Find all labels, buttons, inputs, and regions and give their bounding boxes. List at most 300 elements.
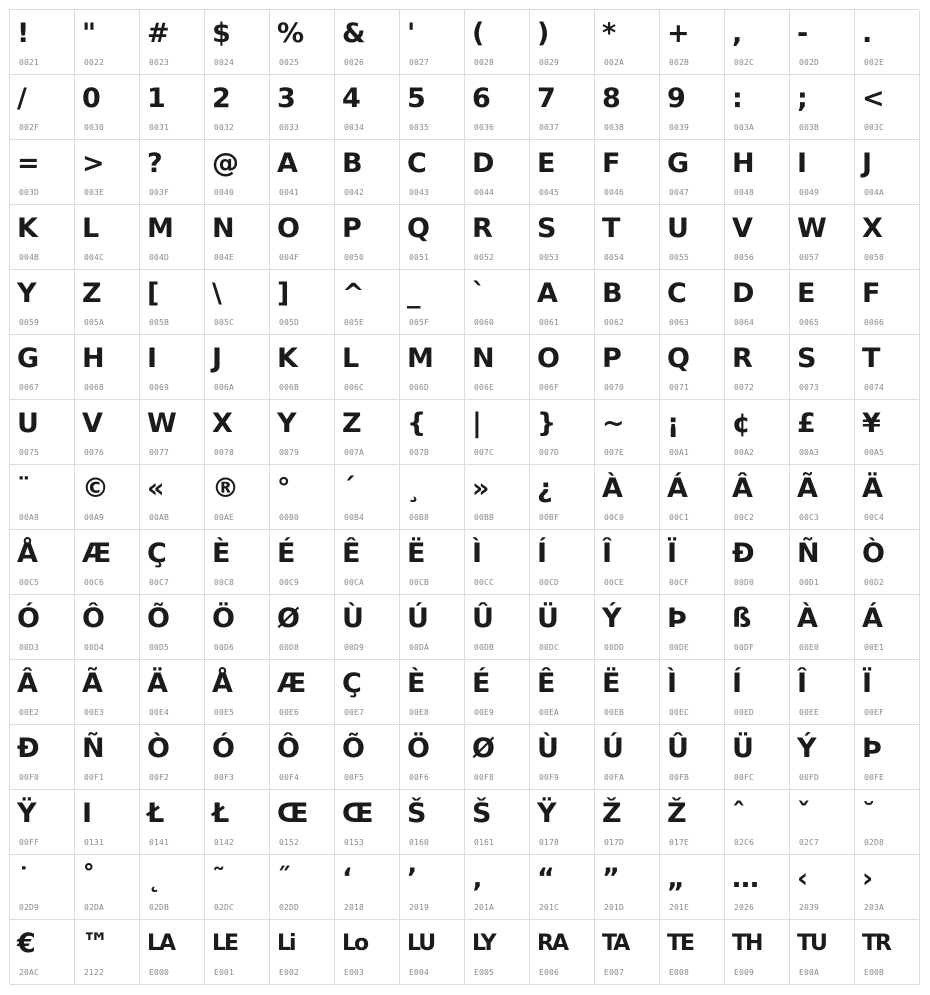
- glyph-cell: [465, 270, 530, 335]
- glyph-sample: O: [277, 213, 299, 244]
- glyph-codepoint: 0058: [864, 253, 885, 262]
- glyph-sample: Ç: [147, 538, 166, 569]
- glyph-sample: È: [212, 538, 230, 569]
- glyph-cell: [270, 335, 335, 400]
- glyph-sample: L: [82, 213, 99, 244]
- glyph-cell: [335, 530, 400, 595]
- glyph-sample: @: [212, 148, 238, 179]
- glyph-codepoint: 00D1: [799, 578, 820, 587]
- glyph-cell: [725, 920, 790, 985]
- glyph-codepoint: 00CE: [604, 578, 625, 587]
- glyph-sample: Õ: [342, 733, 364, 764]
- glyph-cell: [75, 205, 140, 270]
- glyph-sample: G: [17, 343, 39, 374]
- glyph-sample: O: [537, 343, 559, 374]
- glyph-cell: [790, 75, 855, 140]
- glyph-cell: [205, 400, 270, 465]
- glyph-sample: TH: [732, 931, 762, 956]
- glyph-sample: ®: [212, 473, 238, 504]
- glyph-cell: [270, 790, 335, 855]
- glyph-codepoint: 0030: [84, 123, 105, 132]
- glyph-sample: ]: [277, 278, 289, 309]
- glyph-codepoint: 005E: [344, 318, 365, 327]
- glyph-codepoint: 003E: [84, 188, 105, 197]
- glyph-codepoint: 2039: [799, 903, 820, 912]
- glyph-cell: [660, 75, 725, 140]
- glyph-codepoint: E005: [474, 968, 495, 977]
- glyph-codepoint: 201A: [474, 903, 495, 912]
- glyph-cell: [75, 530, 140, 595]
- glyph-codepoint: 0161: [474, 838, 495, 847]
- glyph-sample: Ë: [602, 668, 620, 699]
- glyph-codepoint: 00C7: [149, 578, 170, 587]
- glyph-cell: [75, 75, 140, 140]
- glyph-sample: £: [797, 408, 815, 439]
- glyph-cell: [270, 75, 335, 140]
- glyph-cell: [10, 595, 75, 660]
- glyph-sample: L: [342, 343, 359, 374]
- glyph-sample: F: [602, 148, 620, 179]
- glyph-cell: [10, 140, 75, 205]
- glyph-sample: Ô: [277, 733, 299, 764]
- glyph-cell: [660, 465, 725, 530]
- glyph-cell: [400, 400, 465, 465]
- glyph-sample: Ù: [342, 603, 363, 634]
- glyph-cell: [595, 465, 660, 530]
- glyph-codepoint: 00EA: [539, 708, 560, 717]
- glyph-sample: Å: [17, 538, 37, 569]
- glyph-sample: `: [472, 278, 485, 309]
- glyph-cell: [205, 335, 270, 400]
- glyph-sample: Ê: [342, 538, 360, 569]
- glyph-codepoint: 007B: [409, 448, 430, 457]
- glyph-codepoint: E00A: [799, 968, 820, 977]
- glyph-cell: [660, 205, 725, 270]
- glyph-codepoint: 0160: [409, 838, 430, 847]
- glyph-codepoint: 00C2: [734, 513, 755, 522]
- glyph-sample: G: [667, 148, 689, 179]
- glyph-cell: [10, 335, 75, 400]
- glyph-codepoint: E003: [344, 968, 365, 977]
- glyph-cell: [270, 660, 335, 725]
- glyph-codepoint: 0052: [474, 253, 495, 262]
- glyph-sample: RA: [537, 931, 567, 956]
- glyph-codepoint: 007C: [474, 448, 495, 457]
- glyph-codepoint: 0026: [344, 58, 365, 67]
- glyph-cell: [855, 855, 920, 920]
- glyph-codepoint: 003F: [149, 188, 170, 197]
- glyph-sample: {: [407, 408, 426, 439]
- glyph-sample: Õ: [147, 603, 169, 634]
- glyph-cell: [660, 530, 725, 595]
- glyph-cell: [10, 205, 75, 270]
- glyph-cell: [400, 530, 465, 595]
- glyph-sample: ~: [602, 408, 624, 439]
- glyph-cell: [790, 10, 855, 75]
- glyph-cell: [140, 790, 205, 855]
- glyph-cell: [75, 660, 140, 725]
- glyph-codepoint: 02D8: [864, 838, 885, 847]
- glyph-sample: Đ: [17, 733, 39, 764]
- glyph-sample: H: [82, 343, 104, 374]
- glyph-cell: [205, 75, 270, 140]
- glyph-sample: !: [17, 18, 29, 49]
- glyph-sample: Û: [667, 733, 688, 764]
- glyph-codepoint: 00EE: [799, 708, 820, 717]
- glyph-sample: [: [147, 278, 159, 309]
- glyph-codepoint: 0051: [409, 253, 430, 262]
- glyph-cell: [855, 595, 920, 660]
- glyph-sample: C: [667, 278, 686, 309]
- glyph-codepoint: 007A: [344, 448, 365, 457]
- glyph-codepoint: 00E8: [409, 708, 430, 717]
- glyph-sample: >: [82, 148, 104, 179]
- glyph-sample: Y: [277, 408, 296, 439]
- glyph-cell: [400, 10, 465, 75]
- glyph-sample: Ú: [602, 733, 623, 764]
- glyph-sample: _: [407, 278, 420, 309]
- glyph-cell: [660, 790, 725, 855]
- glyph-sample: F: [862, 278, 880, 309]
- glyph-cell: [530, 530, 595, 595]
- glyph-codepoint: 00C9: [279, 578, 300, 587]
- glyph-cell: [855, 530, 920, 595]
- glyph-sample: J: [862, 148, 872, 179]
- glyph-sample: ": [82, 18, 96, 49]
- glyph-codepoint: 00E0: [799, 643, 820, 652]
- glyph-sample: W: [147, 408, 176, 439]
- glyph-sample: TA: [602, 931, 629, 956]
- glyph-cell: [465, 855, 530, 920]
- glyph-codepoint: 0042: [344, 188, 365, 197]
- glyph-codepoint: 00F6: [409, 773, 430, 782]
- glyph-codepoint: 00CB: [409, 578, 430, 587]
- glyph-codepoint: 00CF: [669, 578, 690, 587]
- glyph-cell: [465, 725, 530, 790]
- glyph-cell: [335, 270, 400, 335]
- glyph-sample: Ù: [537, 733, 558, 764]
- glyph-cell: [855, 335, 920, 400]
- glyph-sample: 5: [407, 83, 425, 114]
- glyph-cell: [10, 75, 75, 140]
- glyph-codepoint: 00DA: [409, 643, 430, 652]
- glyph-codepoint: E006: [539, 968, 560, 977]
- glyph-codepoint: 007D: [539, 448, 560, 457]
- glyph-sample: Ï: [667, 538, 677, 569]
- glyph-cell: [725, 75, 790, 140]
- glyph-cell: [725, 10, 790, 75]
- glyph-sample: 6: [472, 83, 490, 114]
- glyph-cell: [855, 75, 920, 140]
- glyph-cell: [205, 140, 270, 205]
- glyph-cell: [335, 725, 400, 790]
- glyph-cell: [335, 595, 400, 660]
- glyph-cell: [465, 400, 530, 465]
- glyph-codepoint: 006D: [409, 383, 430, 392]
- glyph-sample: A: [537, 278, 557, 309]
- glyph-codepoint: 00AB: [149, 513, 170, 522]
- glyph-cell: [205, 465, 270, 530]
- glyph-sample: V: [82, 408, 102, 439]
- glyph-codepoint: 00DD: [604, 643, 625, 652]
- glyph-cell: [140, 75, 205, 140]
- glyph-cell: [335, 855, 400, 920]
- glyph-codepoint: 0060: [474, 318, 495, 327]
- glyph-codepoint: E008: [669, 968, 690, 977]
- glyph-codepoint: 00C3: [799, 513, 820, 522]
- glyph-cell: [400, 335, 465, 400]
- glyph-cell: [75, 400, 140, 465]
- glyph-sample: Í: [732, 668, 742, 699]
- glyph-sample: W: [797, 213, 826, 244]
- glyph-codepoint: 0131: [84, 838, 105, 847]
- glyph-cell: [790, 400, 855, 465]
- glyph-cell: [75, 855, 140, 920]
- glyph-cell: [10, 465, 75, 530]
- glyph-sample: Đ: [732, 538, 754, 569]
- glyph-cell: [855, 725, 920, 790]
- glyph-cell: [595, 530, 660, 595]
- glyph-codepoint: 0076: [84, 448, 105, 457]
- glyph-cell: [465, 790, 530, 855]
- glyph-cell: [75, 10, 140, 75]
- glyph-codepoint: 004E: [214, 253, 235, 262]
- glyph-sample: ˙: [17, 863, 30, 894]
- glyph-codepoint: 003D: [19, 188, 40, 197]
- glyph-codepoint: 005D: [279, 318, 300, 327]
- glyph-cell: [790, 725, 855, 790]
- glyph-sample: Ã: [797, 473, 817, 504]
- glyph-cell: [530, 855, 595, 920]
- glyph-codepoint: 002C: [734, 58, 755, 67]
- glyph-sample: 8: [602, 83, 620, 114]
- glyph-sample: Ø: [472, 733, 494, 764]
- glyph-codepoint: 00A9: [84, 513, 105, 522]
- glyph-codepoint: 0063: [669, 318, 690, 327]
- glyph-sample: P: [342, 213, 361, 244]
- glyph-sample: Ä: [862, 473, 882, 504]
- glyph-codepoint: 00CC: [474, 578, 495, 587]
- glyph-sample: ¿: [537, 473, 552, 504]
- glyph-codepoint: 2026: [734, 903, 755, 912]
- glyph-sample: Ò: [147, 733, 169, 764]
- glyph-cell: [335, 920, 400, 985]
- glyph-sample: ˇ: [797, 798, 810, 829]
- glyph-codepoint: 00E7: [344, 708, 365, 717]
- glyph-sample: V: [732, 213, 752, 244]
- glyph-cell: [465, 335, 530, 400]
- glyph-codepoint: 02DB: [149, 903, 170, 912]
- glyph-codepoint: 0033: [279, 123, 300, 132]
- glyph-cell: [335, 75, 400, 140]
- glyph-codepoint: 00A1: [669, 448, 690, 457]
- glyph-sample: Ñ: [82, 733, 104, 764]
- glyph-cell: [10, 270, 75, 335]
- glyph-cell: [465, 660, 530, 725]
- glyph-sample: Lo: [342, 931, 368, 956]
- glyph-cell: [270, 725, 335, 790]
- glyph-cell: [530, 75, 595, 140]
- glyph-codepoint: 00EC: [669, 708, 690, 717]
- glyph-cell: [595, 75, 660, 140]
- glyph-sample: Æ: [82, 538, 111, 569]
- glyph-sample: T: [602, 213, 620, 244]
- glyph-codepoint: 00D9: [344, 643, 365, 652]
- glyph-sample: ;: [797, 83, 807, 114]
- glyph-cell: [660, 335, 725, 400]
- glyph-sample: Â: [732, 473, 752, 504]
- glyph-codepoint: 0037: [539, 123, 560, 132]
- glyph-cell: [140, 205, 205, 270]
- glyph-codepoint: 0035: [409, 123, 430, 132]
- glyph-codepoint: 0031: [149, 123, 170, 132]
- glyph-codepoint: 00C6: [84, 578, 105, 587]
- glyph-sample: ¨: [17, 473, 30, 504]
- glyph-cell: [725, 400, 790, 465]
- glyph-codepoint: 00D4: [84, 643, 105, 652]
- glyph-cell: [790, 855, 855, 920]
- glyph-sample: I: [797, 148, 807, 179]
- glyph-cell: [465, 205, 530, 270]
- glyph-codepoint: 0062: [604, 318, 625, 327]
- glyph-cell: [725, 595, 790, 660]
- glyph-sample: Ó: [17, 603, 39, 634]
- glyph-codepoint: 0070: [604, 383, 625, 392]
- glyph-cell: [660, 920, 725, 985]
- glyph-sample: Q: [407, 213, 429, 244]
- glyph-sample: Ê: [537, 668, 555, 699]
- glyph-sample: °: [277, 473, 290, 504]
- glyph-sample: „: [667, 863, 684, 894]
- glyph-sample: Ï: [862, 668, 872, 699]
- glyph-codepoint: 02DC: [214, 903, 235, 912]
- glyph-sample: Í: [537, 538, 547, 569]
- glyph-codepoint: 00B8: [409, 513, 430, 522]
- glyph-codepoint: 004F: [279, 253, 300, 262]
- glyph-sample: E: [797, 278, 815, 309]
- glyph-sample: ’: [407, 863, 417, 894]
- glyph-codepoint: 00BB: [474, 513, 495, 522]
- glyph-cell: [465, 530, 530, 595]
- glyph-codepoint: 0047: [669, 188, 690, 197]
- glyph-cell: [10, 10, 75, 75]
- glyph-codepoint: 00F5: [344, 773, 365, 782]
- glyph-sample: ¡: [667, 408, 679, 439]
- glyph-codepoint: 017E: [669, 838, 690, 847]
- glyph-sample: T: [862, 343, 880, 374]
- glyph-codepoint: 00D8: [279, 643, 300, 652]
- glyph-sample: ,: [732, 18, 742, 49]
- glyph-codepoint: 00F0: [19, 773, 40, 782]
- glyph-codepoint: 0050: [344, 253, 365, 262]
- glyph-codepoint: 00CA: [344, 578, 365, 587]
- glyph-cell: [400, 75, 465, 140]
- glyph-cell: [725, 855, 790, 920]
- glyph-codepoint: 00B0: [279, 513, 300, 522]
- glyph-codepoint: 2018: [344, 903, 365, 912]
- glyph-codepoint: 0023: [149, 58, 170, 67]
- glyph-codepoint: 0044: [474, 188, 495, 197]
- glyph-sample: »: [472, 473, 489, 504]
- glyph-cell: [140, 10, 205, 75]
- glyph-cell: [530, 920, 595, 985]
- glyph-cell: [465, 920, 530, 985]
- glyph-codepoint: 201E: [669, 903, 690, 912]
- glyph-codepoint: 00E5: [214, 708, 235, 717]
- glyph-sample: .: [862, 18, 872, 49]
- glyph-sample: Ö: [212, 603, 234, 634]
- glyph-sample: R: [732, 343, 752, 374]
- glyph-cell: [660, 595, 725, 660]
- glyph-cell: [140, 530, 205, 595]
- glyph-sample: U: [667, 213, 688, 244]
- glyph-sample: Ç: [342, 668, 361, 699]
- glyph-cell: [595, 140, 660, 205]
- glyph-sample: À: [797, 603, 817, 634]
- glyph-sample: Ö: [407, 733, 429, 764]
- glyph-sample: N: [212, 213, 234, 244]
- glyph-sample: ¢: [732, 408, 750, 439]
- glyph-codepoint: 003A: [734, 123, 755, 132]
- glyph-sample: ß: [732, 603, 751, 634]
- glyph-sample: P: [602, 343, 621, 374]
- glyph-cell: [270, 270, 335, 335]
- glyph-sample: ¥: [862, 408, 880, 439]
- glyph-sample: Ž: [667, 798, 686, 829]
- glyph-sample: ‘: [342, 863, 352, 894]
- glyph-cell: [465, 10, 530, 75]
- glyph-codepoint: 0073: [799, 383, 820, 392]
- glyph-codepoint: 00DE: [669, 643, 690, 652]
- glyph-sample: Å: [212, 668, 232, 699]
- glyph-codepoint: 00A8: [19, 513, 40, 522]
- glyph-codepoint: 0072: [734, 383, 755, 392]
- glyph-cell: [790, 530, 855, 595]
- glyph-sample: |: [472, 408, 481, 439]
- glyph-sample: Š: [472, 798, 491, 829]
- glyph-codepoint: 005A: [84, 318, 105, 327]
- glyph-sample: LY: [472, 931, 495, 956]
- glyph-codepoint: 0065: [799, 318, 820, 327]
- glyph-codepoint: 00E6: [279, 708, 300, 717]
- glyph-sample: Ł: [212, 798, 229, 829]
- glyph-codepoint: 02DA: [84, 903, 105, 912]
- glyph-sample: &: [342, 18, 365, 49]
- glyph-codepoint: 0024: [214, 58, 235, 67]
- glyph-cell: [595, 205, 660, 270]
- glyph-cell: [335, 660, 400, 725]
- glyph-cell: [725, 335, 790, 400]
- glyph-codepoint: 00DF: [734, 643, 755, 652]
- glyph-codepoint: 00F3: [214, 773, 235, 782]
- glyph-sample: ˛: [147, 863, 160, 894]
- glyph-cell: [725, 790, 790, 855]
- glyph-cell: [335, 790, 400, 855]
- glyph-cell: [75, 335, 140, 400]
- glyph-cell: [400, 140, 465, 205]
- glyph-codepoint: 00FC: [734, 773, 755, 782]
- glyph-cell: [725, 465, 790, 530]
- glyph-cell: [855, 270, 920, 335]
- glyph-codepoint: 0141: [149, 838, 170, 847]
- glyph-cell: [530, 335, 595, 400]
- glyph-sample: LE: [212, 931, 238, 956]
- glyph-sample: #: [147, 18, 169, 49]
- glyph-sample: Â: [17, 668, 37, 699]
- glyph-cell: [725, 270, 790, 335]
- glyph-sample: <: [862, 83, 884, 114]
- glyph-codepoint: 00F2: [149, 773, 170, 782]
